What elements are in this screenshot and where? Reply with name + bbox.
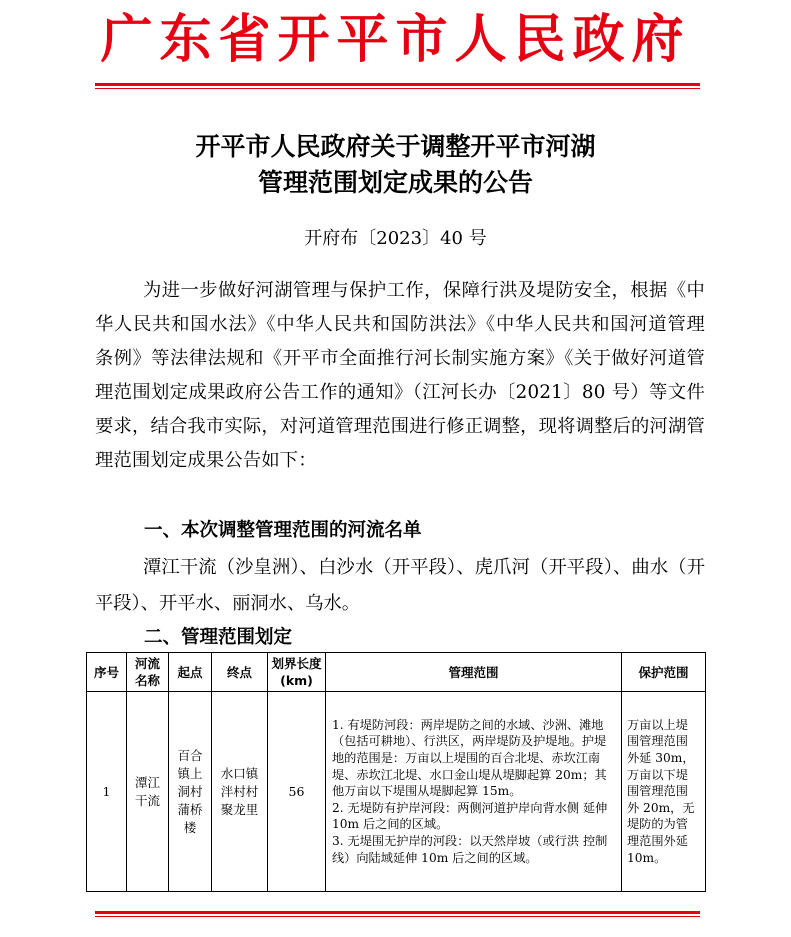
section1-body: 潭江干流（沙皇洲）、白沙水（开平段）、虎爪河（开平段）、曲水（开平段）、开平水、丽洞水、乌水。 bbox=[95, 557, 705, 614]
document-number: 开府布〔2023〕40 号 bbox=[304, 228, 487, 249]
red-divider-bottom bbox=[95, 911, 700, 914]
government-masthead: 广东省开平市人民政府 bbox=[100, 9, 691, 70]
cell-scope bbox=[326, 692, 622, 892]
intro-paragraph: 为进一步做好河湖管理与保护工作，保障行洪及堤防安全，根据《中华人民共和国水法》《中华人民共和国防洪法》《中华人民共和国河道管理条例》等法律法规和《开平市全面推行河长制实施方案》《关于做好河道管理范围划定成果政府公告工作的通知》（江河长办〔2021〕80 号）等文件要求，结合我市实际，对河道管理范围进行修正调整，现将调整后的河湖管理范围划定成果公告如下： bbox=[95, 280, 705, 471]
header-end: 终点 bbox=[212, 653, 268, 692]
header-river: 河流名称 bbox=[127, 653, 169, 692]
section2-heading: 二、管理范围划定 bbox=[144, 627, 293, 648]
table-row bbox=[87, 692, 706, 892]
scope-item-2: 2. 无堤防有护岸河段：两侧河道护岸向背水侧 延伸 10m 后之间的区域。 bbox=[332, 800, 608, 832]
scope-item-3: 3. 无堤围无护岸的河段：以天然岸坡（或行洪 控制线）向陆域延伸 10m 后之间的区域。 bbox=[332, 833, 608, 865]
cell-seq: 1 bbox=[87, 692, 127, 892]
document-title-line1: 开平市人民政府关于调整开平市河湖 bbox=[195, 132, 596, 161]
header-start: 起点 bbox=[169, 653, 212, 692]
red-divider-top-thin bbox=[95, 88, 700, 89]
red-divider-bottom-thin bbox=[95, 916, 700, 917]
cell-end: 水口镇泮村村聚龙里 bbox=[212, 692, 268, 892]
cell-protect: 万亩以上堤围管理范围外延 30m，万亩以下堤围管理范围外 20m，无堤防的为管理范围外延 10m。 bbox=[622, 692, 706, 892]
red-divider-top bbox=[95, 83, 700, 86]
table-header-row bbox=[87, 653, 706, 692]
management-scope-table bbox=[86, 652, 706, 892]
cell-river: 潭江干流 bbox=[127, 692, 169, 892]
header-protect: 保护范围 bbox=[622, 653, 706, 692]
scope-item-1: 1. 有堤防河段：两岸堤防之间的水域、沙洲、滩地（包括可耕地）、行洪区，两岸堤防及护堤地。护堤地的范围是：万亩以上堤围的百合北堤、赤坎江南堤、赤坎江北堤、水口金山堤从堤脚起算 20m；其他万亩以下堤围从堤脚起算 15m。 bbox=[332, 717, 607, 799]
header-seq: 序号 bbox=[87, 653, 127, 692]
document-title-line2: 管理范围划定成果的公告 bbox=[257, 168, 533, 197]
cell-start: 百合镇上洞村蒲桥楼 bbox=[169, 692, 212, 892]
header-length: 划界长度(km) bbox=[268, 653, 326, 692]
header-scope: 管理范围 bbox=[326, 653, 622, 692]
section1-heading: 一、本次调整管理范围的河流名单 bbox=[144, 520, 422, 541]
cell-length: 56 bbox=[268, 692, 326, 892]
